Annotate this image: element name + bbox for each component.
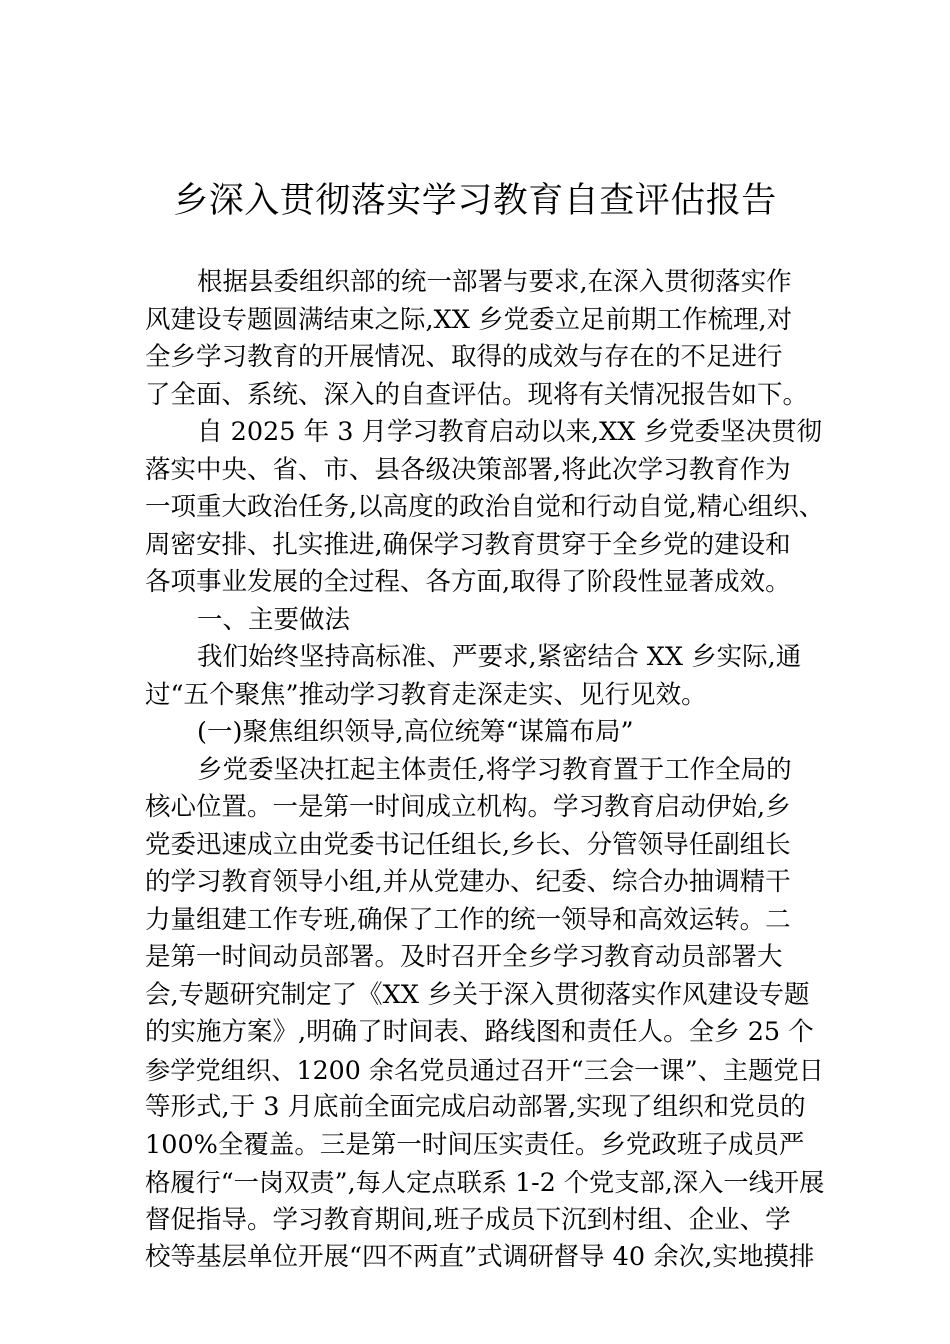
body-line: 风建设专题圆满结束之际,XX 乡党委立足前期工作梳理,对 <box>145 304 793 335</box>
body-line: 等形式,于 3 月底前全面完成启动部署,实现了组织和党员的 <box>145 1092 806 1122</box>
body-line: 的实施方案》,明确了时间表、路线图和责任人。全乡 25 个 <box>145 1017 814 1047</box>
body-line: 一、主要做法 <box>197 604 351 635</box>
body-line: 督促指导。学习教育期间,班子成员下沉到村组、企业、学 <box>145 1204 791 1235</box>
document-body <box>145 264 825 1277</box>
body-line: 参学党组织、1200 余名党员通过召开“三会一课”、主题党日 <box>145 1055 824 1085</box>
body-line: (一)聚焦组织领导,高位统筹“谋篇布局” <box>197 717 634 747</box>
body-line: 100%全覆盖。三是第一时间压实责任。乡党政班子成员严 <box>145 1129 805 1160</box>
body-line: 周密安排、扎实推进,确保学习教育贯穿于全乡党的建设和 <box>145 529 791 560</box>
document-title: 乡深入贯彻落实学习教育自查评估报告 <box>173 181 777 221</box>
body-line: 了全面、系统、深入的自查评估。现将有关情况报告如下。 <box>145 379 809 410</box>
body-line: 落实中央、省、市、县各级决策部署,将此次学习教育作为 <box>145 454 791 485</box>
body-line: 核心位置。一是第一时间成立机构。学习教育启动伊始,乡 <box>145 792 791 822</box>
body-line: 各项事业发展的全过程、各方面,取得了阶段性显著成效。 <box>145 567 791 597</box>
body-line: 格履行“一岗双责”,每人定点联系 1-2 个党支部,深入一线开展 <box>145 1168 825 1197</box>
body-line: 全乡学习教育的开展情况、取得的成效与存在的不足进行 <box>145 342 783 372</box>
body-line: 校等基层单位开展“四不两直”式调研督导 40 余次,实地摸排 <box>145 1242 815 1272</box>
body-line: 乡党委坚决扛起主体责任,将学习教育置于工作全局的 <box>197 754 792 785</box>
body-line: 过“五个聚焦”推动学习教育走深走实、见行见效。 <box>145 679 707 710</box>
body-line: 会,专题研究制定了《XX 乡关于深入贯彻落实作风建设专题 <box>145 979 810 1010</box>
body-line: 一项重大政治任务,以高度的政治自觉和行动自觉,精心组织、 <box>145 492 825 522</box>
body-line: 力量组建工作专班,确保了工作的统一领导和高效运转。二 <box>145 904 791 935</box>
body-line: 我们始终坚持高标准、严要求,紧密结合 XX 乡实际,通 <box>197 642 802 672</box>
body-line: 的学习教育领导小组,并从党建办、纪委、综合办抽调精干 <box>145 867 791 897</box>
body-line: 根据县委组织部的统一部署与要求,在深入贯彻落实作 <box>197 267 792 297</box>
body-line: 是第一时间动员部署。及时召开全乡学习教育动员部署大 <box>145 942 783 972</box>
body-line: 自 2025 年 3 月学习教育启动以来,XX 乡党委坚决贯彻 <box>197 417 823 447</box>
body-line: 党委迅速成立由党委书记任组长,乡长、分管领导任副组长 <box>145 829 791 860</box>
